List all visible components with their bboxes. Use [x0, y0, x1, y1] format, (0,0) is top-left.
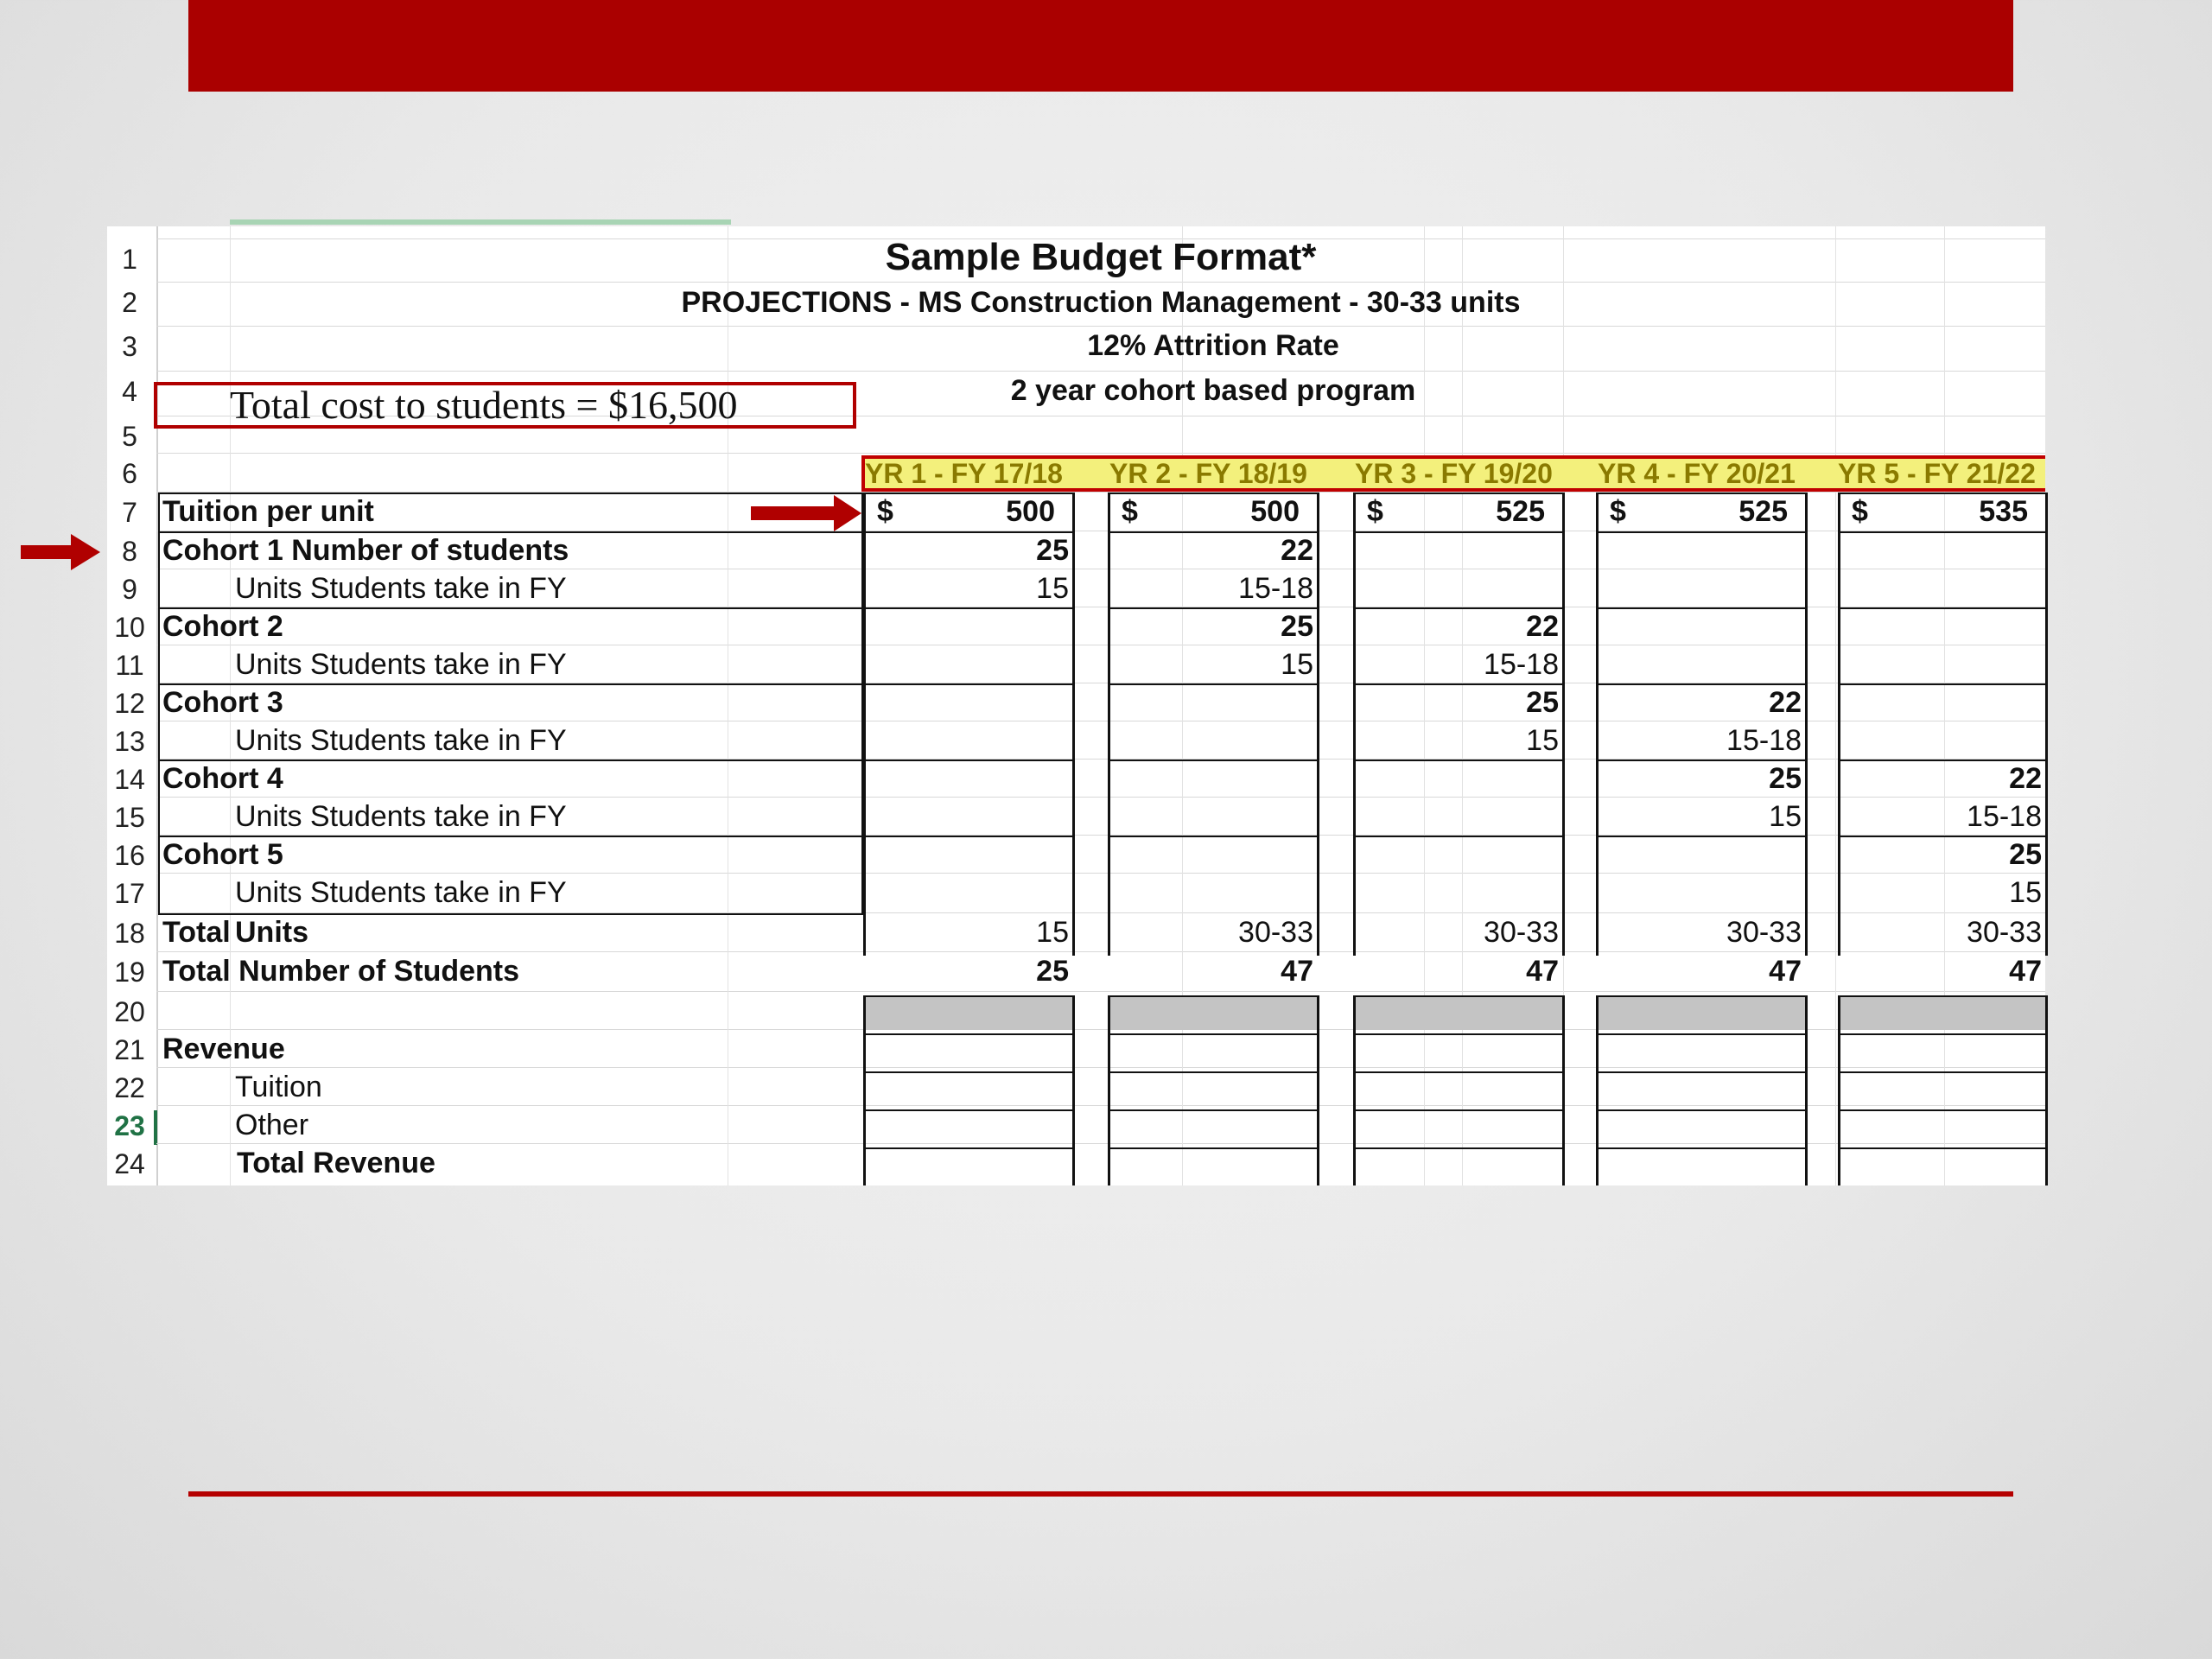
students-value: 22	[1526, 610, 1559, 643]
label-tuition-per-unit: Tuition per unit	[162, 495, 374, 528]
row-number: 17	[114, 878, 145, 909]
revenue-col-border-right	[1317, 995, 1319, 1185]
units-value: 15	[1281, 648, 1313, 681]
total-units-value: 15	[1036, 916, 1069, 949]
revenue-col-divider	[1108, 1109, 1319, 1111]
year-col-border-left	[863, 493, 866, 956]
currency-symbol: $	[877, 495, 893, 528]
row-number: 18	[114, 918, 145, 949]
year-col-divider	[1108, 683, 1319, 685]
row-number: 11	[115, 650, 144, 681]
row-number: 7	[122, 497, 137, 528]
revenue-col-divider	[1596, 1109, 1808, 1111]
total-students-value: 47	[1281, 955, 1313, 988]
row-number: 13	[114, 726, 145, 757]
currency-symbol: $	[1610, 495, 1626, 528]
units-value: 15-18	[1238, 572, 1313, 605]
row-number: 16	[114, 840, 145, 871]
total-units-value: 30-33	[1967, 916, 2042, 949]
revenue-col-divider	[1353, 1147, 1565, 1149]
total-units-value: 30-33	[1238, 916, 1313, 949]
year-col-border-right	[1805, 493, 1808, 956]
year-col-divider	[1353, 836, 1565, 837]
revenue-col-divider	[1596, 1147, 1808, 1149]
year-col-divider	[1108, 531, 1319, 533]
revenue-col-divider	[1596, 1033, 1808, 1035]
students-value: 25	[2009, 838, 2042, 871]
label-units-in-fy: Units Students take in FY	[235, 724, 567, 757]
tuition-value: 525	[1738, 495, 1788, 528]
currency-symbol: $	[1122, 495, 1138, 528]
total-students-value: 47	[2009, 955, 2042, 988]
sheet-subtitle: PROJECTIONS - MS Construction Management - 30-33 units	[681, 286, 1521, 319]
students-value: 25	[1769, 762, 1802, 795]
row-number: 22	[114, 1072, 145, 1103]
gridline-h	[156, 326, 2045, 327]
students-value: 25	[1281, 610, 1313, 643]
left-arrow-icon	[21, 534, 100, 570]
year-col-border-right	[1317, 493, 1319, 956]
year-col-divider	[863, 531, 1075, 533]
revenue-col-divider	[1838, 1033, 2048, 1035]
row-number: 21	[114, 1034, 145, 1065]
revenue-col-divider	[1353, 1033, 1565, 1035]
label-cohort: Cohort 2	[162, 610, 283, 643]
label-units-in-fy: Units Students take in FY	[235, 800, 567, 833]
row-number: 5	[122, 421, 137, 452]
label-units-in-fy: Units Students take in FY	[235, 876, 567, 909]
year-col-divider	[863, 836, 1075, 837]
students-value: 22	[1281, 534, 1313, 567]
row-number: 10	[114, 612, 145, 643]
label-cohort: Cohort 1 Number of students	[162, 534, 569, 567]
revenue-col-divider	[1596, 1071, 1808, 1073]
revenue-col-divider	[863, 995, 1075, 997]
year-col-border-left	[1108, 493, 1110, 956]
year-col-border-right	[1072, 493, 1075, 956]
shaded-cell	[1840, 997, 2045, 1030]
revenue-col-border-right	[1072, 995, 1075, 1185]
year-col-divider	[1596, 531, 1808, 533]
students-value: 22	[2009, 762, 2042, 795]
year-col-divider	[863, 493, 1075, 494]
sheet-title: Sample Budget Format*	[885, 236, 1317, 278]
units-value: 15	[1036, 572, 1069, 605]
year-col-divider	[1596, 607, 1808, 609]
year-col-divider	[1353, 531, 1565, 533]
attrition-rate: 12% Attrition Rate	[1087, 329, 1339, 362]
row-number: 2	[122, 287, 137, 318]
gridline-h	[156, 282, 2045, 283]
label-box-left	[158, 493, 160, 913]
units-value: 15-18	[1484, 648, 1559, 681]
shaded-cell	[866, 997, 1072, 1030]
total-students-value: 47	[1769, 955, 1802, 988]
revenue-col-divider	[1108, 1033, 1319, 1035]
shaded-cell	[1110, 997, 1317, 1030]
row-number: 8	[122, 536, 137, 567]
year-col-divider	[1596, 836, 1808, 837]
students-value: 25	[1036, 534, 1069, 567]
row-number: 23	[114, 1110, 145, 1141]
row-number: 15	[114, 802, 145, 833]
revenue-col-divider	[863, 1109, 1075, 1111]
revenue-col-divider	[1108, 1071, 1319, 1073]
label-total-units-a: Total	[162, 916, 231, 949]
label-total-students: Total Number of Students	[162, 955, 520, 988]
row-number: 6	[122, 458, 137, 489]
year-col-divider	[1838, 683, 2048, 685]
year-col-divider	[1353, 683, 1565, 685]
year-col-divider	[1353, 493, 1565, 494]
tuition-value: 500	[1006, 495, 1055, 528]
shaded-cell	[1356, 997, 1562, 1030]
tuition-value: 500	[1250, 495, 1300, 528]
revenue-col-divider	[1838, 1071, 2048, 1073]
revenue-col-divider	[863, 1071, 1075, 1073]
year-header-1: YR 1 - FY 17/18	[865, 458, 1063, 489]
year-col-divider	[1353, 760, 1565, 761]
label-cohort: Cohort 5	[162, 838, 283, 871]
year-header-2: YR 2 - FY 18/19	[1109, 458, 1307, 489]
row-number: 20	[114, 996, 145, 1027]
revenue-col-divider	[1353, 995, 1565, 997]
row-number: 1	[122, 244, 137, 275]
revenue-col-border-right	[2045, 995, 2048, 1185]
year-col-divider	[1838, 531, 2048, 533]
currency-symbol: $	[1852, 495, 1868, 528]
year-col-border-left	[1596, 493, 1599, 956]
currency-symbol: $	[1367, 495, 1383, 528]
total-units-value: 30-33	[1726, 916, 1802, 949]
total-cost-note: Total cost to students = $16,500	[230, 383, 738, 427]
label-units-in-fy: Units Students take in FY	[235, 648, 567, 681]
year-col-border-left	[1353, 493, 1356, 956]
label-tuition: Tuition	[235, 1071, 322, 1103]
row-number: 12	[114, 688, 145, 719]
revenue-col-border-right	[1805, 995, 1808, 1185]
revenue-col-divider	[1353, 1071, 1565, 1073]
active-row-marker	[154, 1110, 157, 1145]
program-type: 2 year cohort based program	[1010, 374, 1416, 407]
year-header-3: YR 3 - FY 19/20	[1355, 458, 1553, 489]
students-value: 22	[1769, 686, 1802, 719]
total-students-value: 25	[1036, 955, 1069, 988]
year-col-divider	[863, 760, 1075, 761]
revenue-col-divider	[1108, 995, 1319, 997]
revenue-col-divider	[1838, 1147, 2048, 1149]
row-number: 4	[122, 376, 137, 407]
year-col-divider	[1838, 607, 2048, 609]
gridline-v	[1944, 226, 1945, 1185]
gridline-v	[1182, 226, 1183, 1185]
row-number: 3	[122, 331, 137, 362]
year-col-divider	[1596, 493, 1808, 494]
revenue-col-divider	[1353, 1109, 1565, 1111]
year-col-divider	[863, 607, 1075, 609]
year-col-divider	[863, 683, 1075, 685]
revenue-col-divider	[1596, 995, 1808, 997]
row-number: 9	[122, 574, 137, 605]
label-total-revenue: Total Revenue	[237, 1147, 435, 1179]
units-value: 15-18	[1967, 800, 2042, 833]
label-cohort: Cohort 3	[162, 686, 283, 719]
label-other: Other	[235, 1109, 309, 1141]
selection-indicator	[230, 219, 731, 225]
revenue-col-divider	[1838, 995, 2048, 997]
year-col-divider	[1838, 836, 2048, 837]
total-students-value: 47	[1526, 955, 1559, 988]
year-col-border-left	[1838, 493, 1840, 956]
gridline-v	[1835, 226, 1836, 1185]
row-number: 24	[114, 1148, 145, 1179]
year-col-divider	[1838, 760, 2048, 761]
year-col-divider	[1596, 760, 1808, 761]
year-col-divider	[1353, 607, 1565, 609]
label-units-in-fy: Units Students take in FY	[235, 572, 567, 605]
units-value: 15	[1526, 724, 1559, 757]
revenue-col-divider	[863, 1033, 1075, 1035]
row-number: 14	[114, 764, 145, 795]
tuition-value: 535	[1979, 495, 2028, 528]
label-revenue: Revenue	[162, 1033, 285, 1065]
revenue-col-border-right	[1562, 995, 1565, 1185]
units-value: 15-18	[1726, 724, 1802, 757]
slide-bottom-line	[188, 1491, 2013, 1497]
revenue-col-divider	[863, 1147, 1075, 1149]
year-header-4: YR 4 - FY 20/21	[1598, 458, 1796, 489]
year-col-divider	[1108, 836, 1319, 837]
slide-top-bar	[188, 0, 2013, 92]
year-header-5: YR 5 - FY 21/22	[1838, 458, 2036, 489]
row-number: 19	[114, 957, 145, 988]
year-col-border-right	[1562, 493, 1565, 956]
year-col-divider	[1108, 493, 1319, 494]
year-col-divider	[1108, 760, 1319, 761]
total-units-value: 30-33	[1484, 916, 1559, 949]
year-col-divider	[1108, 607, 1319, 609]
label-cohort: Cohort 4	[162, 762, 283, 795]
units-value: 15	[2009, 876, 2042, 909]
year-col-divider	[1838, 493, 2048, 494]
shaded-cell	[1599, 997, 1805, 1030]
revenue-col-divider	[1838, 1109, 2048, 1111]
spreadsheet	[107, 226, 2045, 1185]
gridline-h	[156, 453, 2045, 454]
revenue-col-divider	[1108, 1147, 1319, 1149]
gridline-h	[156, 371, 2045, 372]
year-col-border-right	[2045, 493, 2048, 956]
label-total-units-b: Units	[235, 916, 308, 949]
year-col-divider	[1596, 683, 1808, 685]
tuition-value: 525	[1496, 495, 1545, 528]
units-value: 15	[1769, 800, 1802, 833]
right-arrow-icon	[751, 495, 861, 531]
students-value: 25	[1526, 686, 1559, 719]
